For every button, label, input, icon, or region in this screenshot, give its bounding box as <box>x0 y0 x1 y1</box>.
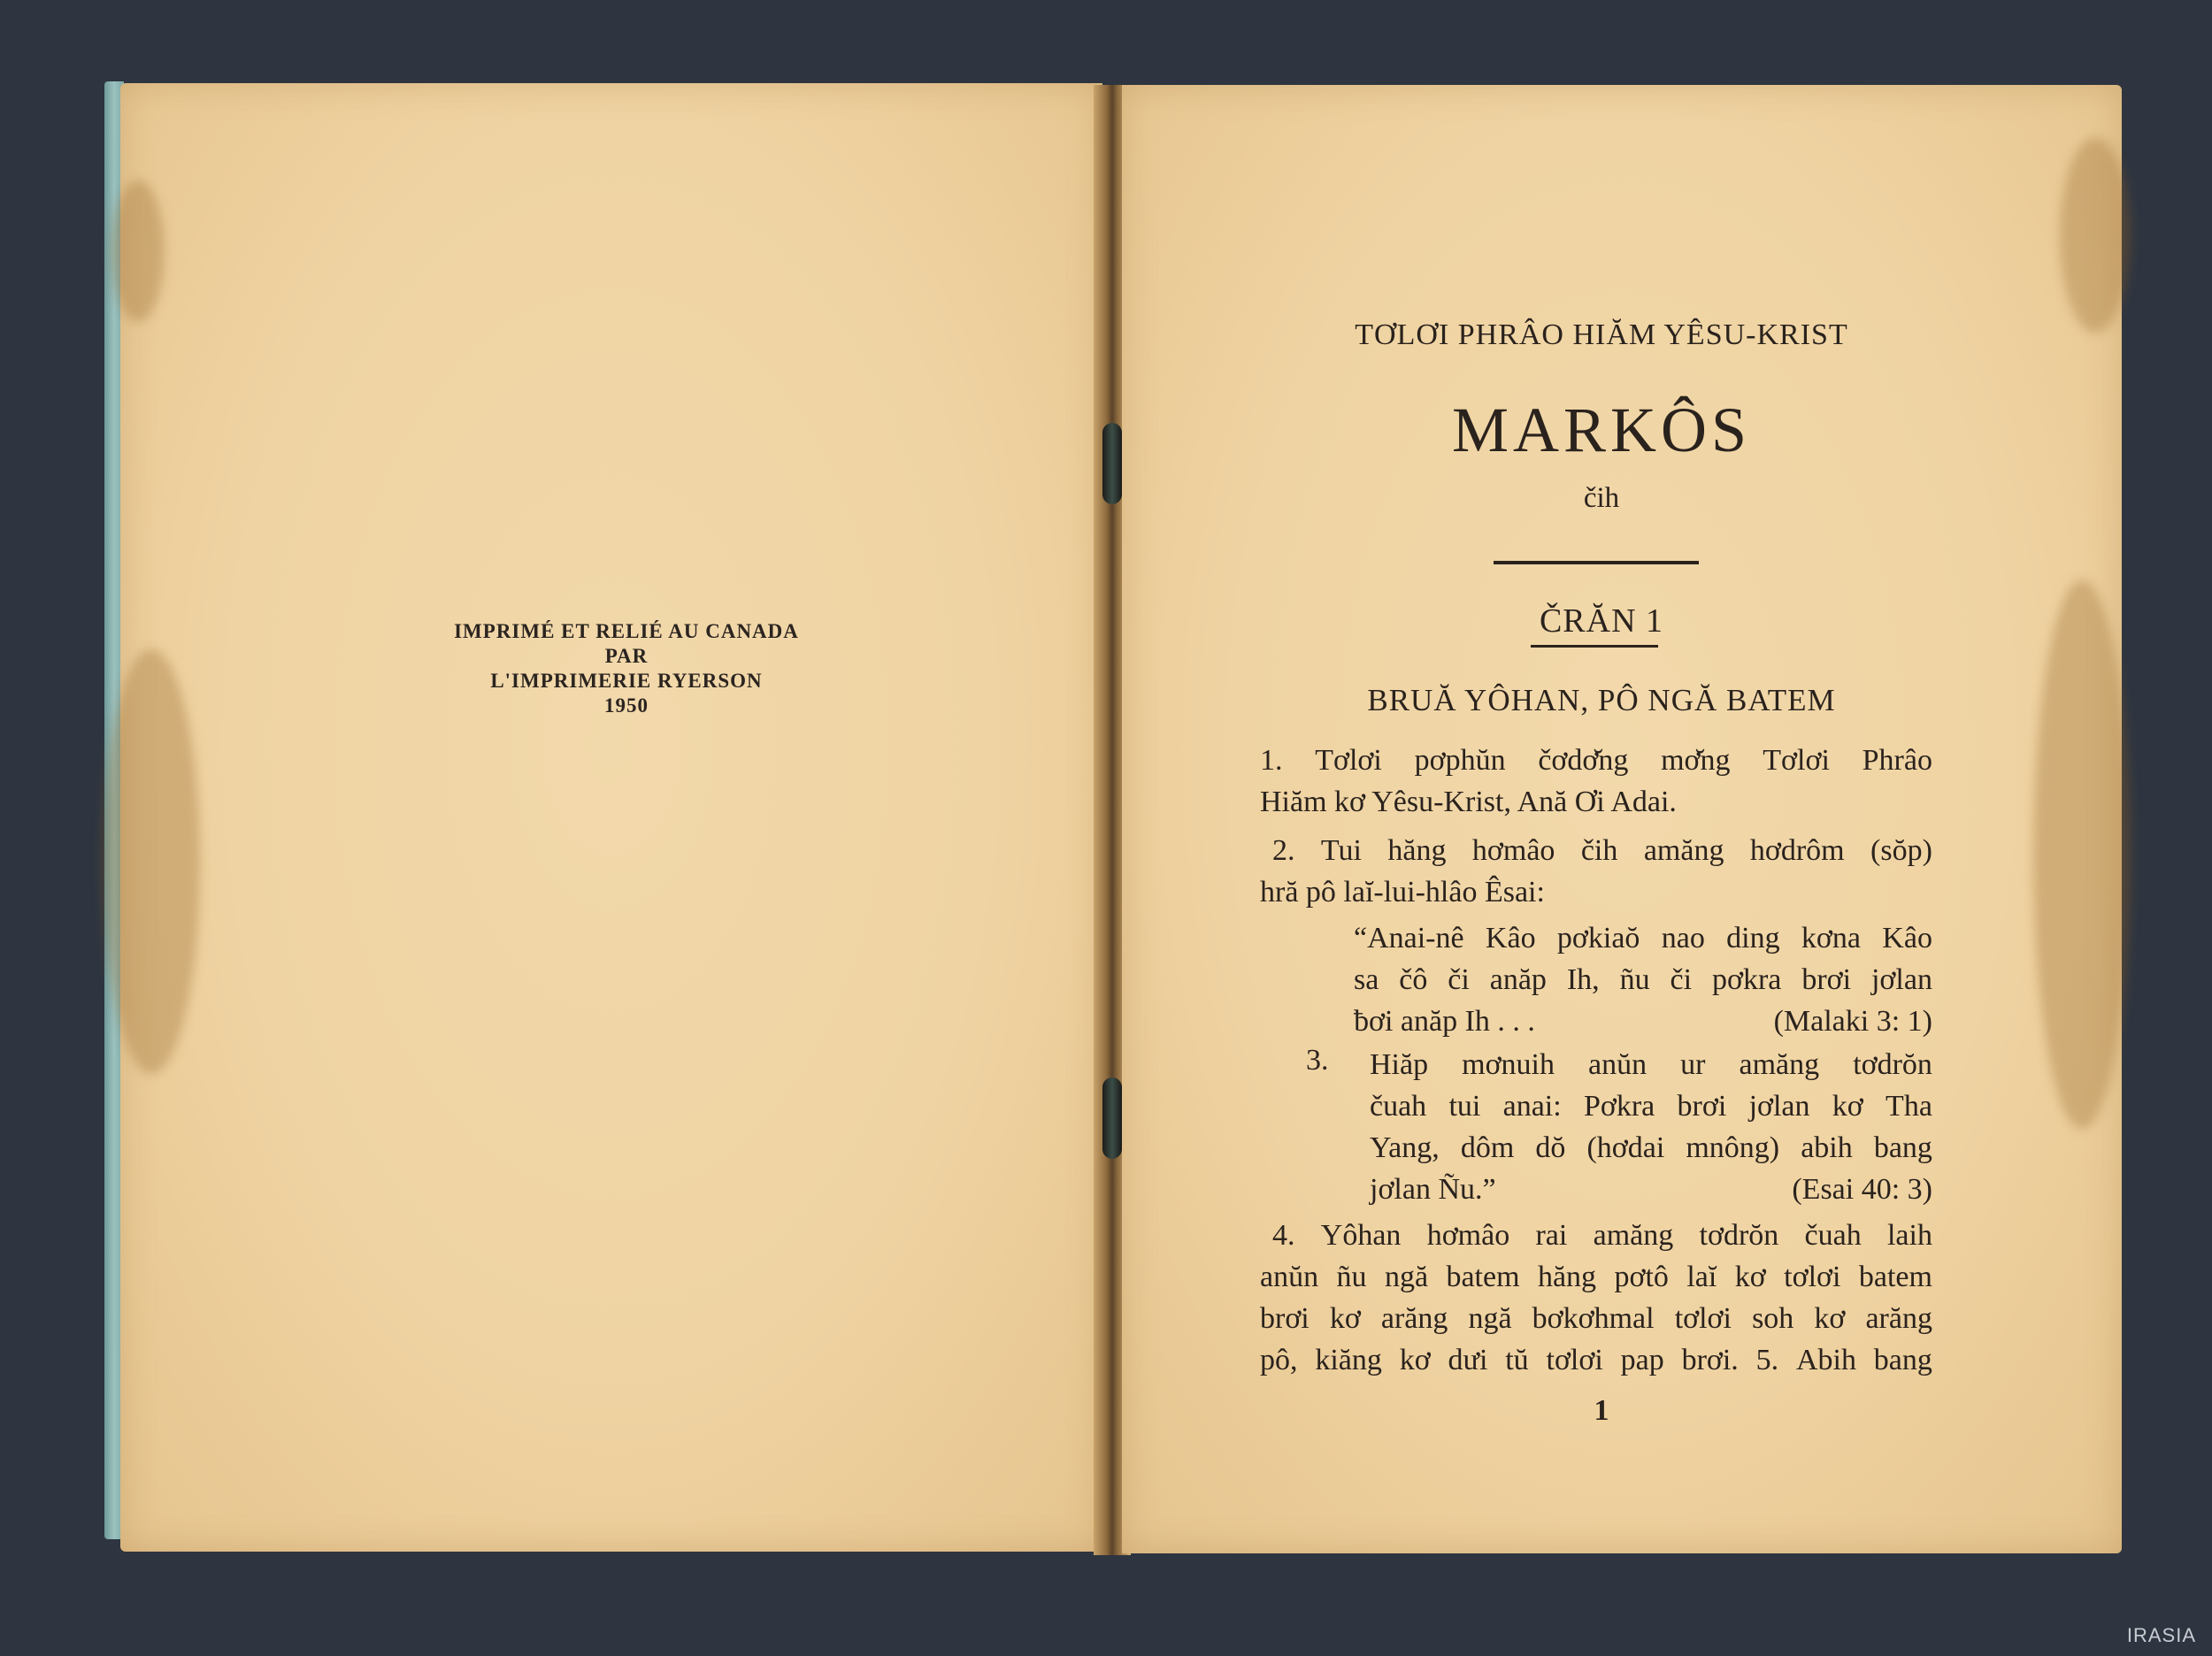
text-line <box>1260 1298 1932 1339</box>
word: či <box>1670 963 1693 996</box>
word: tui <box>1448 1090 1481 1123</box>
word: 5. <box>1755 1344 1779 1376</box>
chapter-heading: ČRĂN 1 <box>1539 602 1664 640</box>
word: tơlơi <box>1784 1261 1841 1293</box>
book-subtitle: TƠLƠI PHRÂO HIĂM YÊSU-KRIST <box>1355 318 1848 351</box>
verse-2 <box>1260 830 1932 913</box>
word: jơlan <box>1870 963 1932 996</box>
text-line <box>1260 1339 1932 1381</box>
imprint-line: 1950 <box>604 694 649 717</box>
word: hăng <box>1537 1261 1597 1293</box>
word: hơdrôm <box>1749 834 1845 867</box>
word: abih <box>1801 1131 1853 1164</box>
word: čơdơ̆ng <box>1538 744 1629 777</box>
left-page <box>120 83 1102 1552</box>
text-line <box>1370 1169 1932 1210</box>
word: kơ <box>1734 1261 1766 1293</box>
word: arăng <box>1865 1302 1932 1335</box>
word: Yôhan <box>1320 1219 1402 1252</box>
word: ding <box>1726 922 1780 954</box>
word: tơdrŏn <box>1853 1048 1932 1081</box>
word: laih <box>1886 1219 1932 1252</box>
word: ñu <box>1619 963 1650 996</box>
word: čô <box>1399 963 1428 996</box>
book-title: MARKÔS <box>1451 395 1752 465</box>
word: bang <box>1873 1344 1932 1376</box>
chapter-underline <box>1531 645 1658 648</box>
word: (sŏp) <box>1870 834 1932 867</box>
text-line <box>1370 1044 1932 1085</box>
word: ngă <box>1384 1261 1429 1293</box>
word: mơnuih <box>1462 1048 1555 1081</box>
text-line <box>1260 781 1932 823</box>
word: amăng <box>1593 1219 1674 1252</box>
word: rai <box>1535 1219 1568 1252</box>
word: anŭn <box>1260 1261 1319 1293</box>
word: Abih <box>1795 1344 1856 1376</box>
word: hăng <box>1387 834 1447 867</box>
watermark: IRASIA <box>2126 1624 2196 1646</box>
word: brơi. <box>1681 1344 1739 1376</box>
word: kiăng <box>1315 1344 1382 1376</box>
word: kơ <box>1399 1344 1431 1376</box>
word: dưi <box>1448 1344 1488 1376</box>
word: brơi <box>1260 1302 1310 1335</box>
text-line <box>1260 1215 1932 1256</box>
scripture-reference: (Esai 40: 3) <box>1792 1173 1932 1206</box>
verse-1 <box>1260 740 1932 823</box>
word: hơmâo <box>1471 834 1555 867</box>
word: pơkra <box>1711 963 1782 996</box>
word: batem <box>1446 1261 1520 1293</box>
word: Ih, <box>1566 963 1600 996</box>
imprint-line: L'IMPRIMERIE RYERSON <box>490 670 763 692</box>
line-text: ƀơi anăp Ih . . . <box>1354 1005 1535 1038</box>
word: arăng <box>1380 1302 1448 1335</box>
line-text: jơlan Ñu.” <box>1370 1173 1496 1206</box>
verse-4 <box>1260 1215 1932 1381</box>
page-number: 1 <box>1594 1394 1609 1427</box>
text-line <box>1260 871 1932 913</box>
text-line <box>1260 830 1932 871</box>
word: mơ̆ng <box>1661 744 1731 777</box>
verse-3 <box>1370 1044 1932 1210</box>
word: Pơkra <box>1583 1090 1655 1123</box>
imprint-block <box>388 619 865 718</box>
word: kơ <box>1329 1302 1361 1335</box>
word: soh <box>1752 1302 1794 1335</box>
word: (hơdai <box>1586 1131 1665 1164</box>
word: bơkơhmal <box>1532 1302 1655 1335</box>
word: kơ <box>1814 1302 1846 1335</box>
word: “Anai-nê <box>1354 922 1464 954</box>
word: tơlơi <box>1674 1302 1732 1335</box>
word: Tơlơi <box>1763 744 1830 777</box>
word: bang <box>1873 1131 1932 1164</box>
title-sub: čih <box>1583 482 1620 514</box>
word: Hiăp <box>1370 1048 1429 1081</box>
word: jơlan <box>1748 1090 1810 1123</box>
word: Tơlơi <box>1315 744 1382 777</box>
text-line <box>1354 1000 1932 1042</box>
word: čuah <box>1804 1219 1862 1252</box>
verse-number: 3. <box>1306 1044 1329 1077</box>
word: 2. <box>1272 834 1295 867</box>
word: anai: <box>1502 1090 1562 1123</box>
imprint-line: PAR <box>604 645 649 667</box>
stain <box>103 649 200 1074</box>
word: mnông) <box>1686 1131 1780 1164</box>
word: kơna <box>1801 922 1861 954</box>
word: kơ <box>1832 1090 1863 1123</box>
word: dŏ <box>1535 1131 1566 1164</box>
word: pơtô <box>1614 1261 1669 1293</box>
binding-hole <box>1102 423 1122 504</box>
line-text: Hiăm kơ Yêsu-Krist, Ană Ơi Adai. <box>1260 786 1677 818</box>
word: batem <box>1858 1261 1932 1293</box>
word: či <box>1448 963 1470 996</box>
section-heading: BRUĂ YÔHAN, PÔ NGĂ BATEM <box>1367 683 1836 717</box>
imprint-line: IMPRIMÉ ET RELIÉ AU CANADA <box>454 620 799 642</box>
word: čuah <box>1370 1090 1427 1123</box>
word: pô, <box>1260 1344 1298 1376</box>
word: 1. <box>1260 744 1283 777</box>
word: anŭn <box>1588 1048 1647 1081</box>
word: ur <box>1680 1048 1706 1081</box>
text-line <box>1354 959 1932 1000</box>
word: pap <box>1620 1344 1664 1376</box>
word: Kâo <box>1485 922 1536 954</box>
word: brơi <box>1801 963 1852 996</box>
word: čih <box>1580 834 1618 867</box>
word: tơdrŏn <box>1699 1219 1779 1252</box>
scripture-reference: (Malaki 3: 1) <box>1773 1005 1932 1038</box>
word: 4. <box>1272 1219 1295 1252</box>
word: Kâo <box>1882 922 1932 954</box>
word: hơmâo <box>1426 1219 1510 1252</box>
text-line <box>1370 1085 1932 1127</box>
word: nao <box>1661 922 1705 954</box>
word: brơi <box>1677 1090 1727 1123</box>
word: laĭ <box>1686 1261 1717 1293</box>
word: tŭ <box>1505 1344 1529 1376</box>
word: pơphŭn <box>1414 744 1506 777</box>
word: ngă <box>1468 1302 1512 1335</box>
word: Phrâo <box>1862 744 1932 777</box>
word: anăp <box>1489 963 1547 996</box>
binding-hole <box>1102 1077 1122 1159</box>
word: amăng <box>1739 1048 1820 1081</box>
stain <box>111 180 165 322</box>
text-line <box>1370 1127 1932 1169</box>
text-line <box>1260 1256 1932 1298</box>
word: pơkiaŏ <box>1556 922 1640 954</box>
stain <box>2033 580 2131 1129</box>
word: sa <box>1354 963 1379 996</box>
text-line <box>1260 740 1932 781</box>
stain <box>2060 138 2131 333</box>
word: dôm <box>1460 1131 1515 1164</box>
word: ñu <box>1336 1261 1367 1293</box>
word: Tha <box>1886 1090 1932 1123</box>
title-rule <box>1494 561 1699 564</box>
quotation-malaki <box>1354 917 1932 1042</box>
word: amăng <box>1643 834 1724 867</box>
word: tơlơi <box>1546 1344 1603 1376</box>
text-line <box>1354 917 1932 959</box>
word: Yang, <box>1370 1131 1440 1164</box>
word: Tui <box>1320 834 1362 867</box>
line-text: hră pô laĭ-lui-hlâo Êsai: <box>1260 876 1545 908</box>
